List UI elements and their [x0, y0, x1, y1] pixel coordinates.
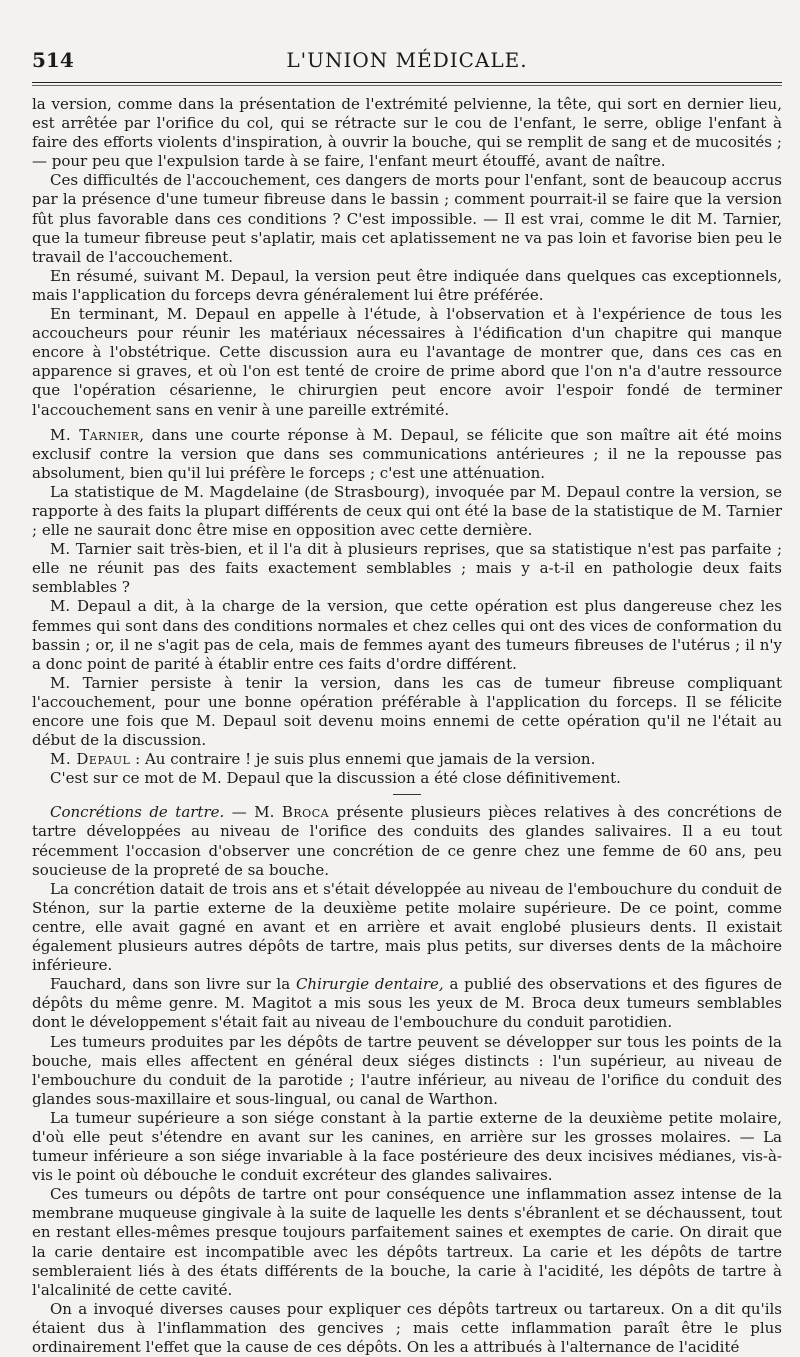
book-title: Chirurgie dentaire,	[295, 975, 444, 994]
section-title: Concrétions de tartre.	[50, 803, 225, 822]
paragraph: M. Depaul a dit, à la charge de la version, que cette opération est plus dangereuse chez les femmes qui sont dans des conditions normales et chez celles qui ont des vices de conformation du bassin ; or, il ne s'agit pas de cela, mais de femmes ayant des tumeurs fibreuses de l'utérus ; il n'y a donc point de parité à établir entre ces faits d'ordre différent.	[32, 597, 782, 673]
paragraph: La concrétion datait de trois ans et s'était développée au niveau de l'embouchure du conduit de Sténon, sur la partie externe de la deuxième petite molaire supérieure. De ce point, comme centre, elle avait gagné en avant et en arrière et avait englobé plusieurs dents. Il existait également plusieurs autres dépôts de tartre, mais plus petits, sur diverses dents de la mâchoire inférieure.	[32, 879, 782, 975]
section-divider	[393, 794, 421, 795]
paragraph: La statistique de M. Magdelaine (de Strasbourg), invoquée par M. Depaul contre la version, se rapporte à des faits la plupart différents de ceux qui ont été la base de la statistique de M. Tarnier ; elle ne saurait donc être mise en opposition avec cette dernière.	[32, 482, 782, 540]
speaker-name: M. Depaul	[50, 750, 131, 769]
running-title: L'UNION MÉDICALE.	[286, 48, 528, 72]
paragraph: En terminant, M. Depaul en appelle à l'étude, à l'observation et à l'expérience de tous les accoucheurs pour réunir les matériaux nécessaires à l'édification d'un chapitre qui manque encore à l'obstétrique. Cette discussion aura eu l'avantage de montrer que, dans ces cas en apparence si graves, et où l'on est tenté de croire de prime abord que l'on n'a d'autre ressource que l'opération césarienne, le chirurgien peut encore avoir l'espoir fondé de terminer l'accouchement sans en venir à une pareille extrémité.	[32, 305, 782, 419]
paragraph: On a invoqué diverses causes pour expliquer ces dépôts tartreux ou tartareux. On a dit qu'ils étaient dus à l'inflammation des gencives ; mais cette inflammation paraît être le plus ordinairement l'effet que la cause de ces dépôts. On les a attribués à l'alternance de l'acidité	[32, 1299, 782, 1356]
paragraph	[32, 975, 782, 1032]
paragraph-text: : Au contraire ! je suis plus ennemi que jamais de la version.	[130, 750, 596, 769]
speaker-name: Broca	[281, 803, 330, 822]
speaker-name: M. Tarnier	[50, 425, 140, 444]
header-rule	[32, 85, 782, 86]
body-text	[32, 91, 782, 1357]
paragraph: Ces tumeurs ou dépôts de tartre ont pour conséquence une inflammation assez intense de la membrane muqueuse gingivale à la suite de laquelle les dents s'ébranlent et se déchaussent, tout en restant elles-mêmes presque toujours parfaitement saines et exemptes de carie. On dirait que la carie dentaire est incompatible avec les dépôts tartreux. La carie et les dépôts de tartre sembleraient liés à des états différents de la bouche, la carie à l'acidité, les dépôts de tartre à l'alcalinité de cette cavité.	[32, 1185, 782, 1299]
paragraph	[32, 426, 782, 483]
paragraph-text: a publié des observations et des figures de dépôts du même genre. M. Magitot a mis sous les yeux de M. Broca deux tumeurs semblables dont le développement s'était fait au niveau de l'embouchure du conduit parotidien.	[32, 975, 782, 1032]
paragraph: M. Tarnier persiste à tenir la version, dans les cas de tumeur fibreuse compliquant l'accouchement, pour une bonne opération préférable à l'application du forceps. Il se félicite encore une fois que M. Depaul soit devenu moins ennemi de cette opération qu'il ne l'était au début de la discussion.	[32, 673, 782, 750]
paragraph: Les tumeurs produites par les dépôts de tartre peuvent se développer sur tous les points de la bouche, mais elles affectent en général deux siéges distincts : l'un supérieur, au niveau de l'embouchure du conduit de la parotide ; l'autre inférieur, au niveau de l'orifice du conduit des glandes sous-maxillaire et sous-lingual, ou canal de Warthon.	[32, 1032, 782, 1108]
paragraph	[32, 750, 782, 769]
paragraph: Ces difficultés de l'accouchement, ces dangers de morts pour l'enfant, sont de beaucoup accrus par la présence d'une tumeur fibreuse dans le bassin ; comment pourrait-il se faire que la version fût plus favorable dans ces conditions ? C'est impossible. — Il est vrai, comme le dit M. Tarnier, que la tumeur fibreuse peut s'aplatir, mais cet aplatissement ne va pas loin et favorise bien peu le travail de l'accouchement.	[32, 171, 782, 266]
page-number: 514	[32, 48, 74, 72]
paragraph-text: — M.	[224, 803, 282, 822]
paragraph: M. Tarnier sait très-bien, et il l'a dit à plusieurs reprises, que sa statistique n'est pas parfaite ; elle ne réunit pas des faits exactement semblables ; mais y a-t-il en pathologie deux faits semblables ?	[32, 540, 782, 597]
paragraph: la version, comme dans la présentation de l'extrémité pelvienne, la tête, qui sort en dernier lieu, est arrêtée par l'orifice du col, qui se rétracte sur le cou de l'enfant, le serre, oblige l'enfant à faire des efforts violents d'inspiration, à ouvrir la bouche, qui se remplit de sang et de mucosités ; — pour peu que l'expulsion tarde à se faire, l'enfant meurt étouffé, avant de naître.	[32, 95, 782, 171]
paragraph-text: Fauchard, dans son livre sur la	[50, 975, 296, 994]
paragraph-text: , dans une courte réponse à M. Depaul, se félicite que son maître ait été moins exclusif contre la version que dans ses communications antérieures ; il ne la repousse pas absolument, bien qu'il lui préfère le forceps ; c'est une atténuation.	[32, 425, 782, 482]
paragraph: C'est sur ce mot de M. Depaul que la discussion a été close définitivement.	[50, 769, 621, 788]
paragraph-text: présente plusieurs pièces relatives à des concrétions de tartre développées au niveau de l'orifice des conduits des glandes salivaires. Il a eu tout récemment l'occasion d'observer une concrétion de ce genre chez une femme de 60 ans, peu soucieuse de la propreté de sa bouche.	[32, 803, 782, 879]
page-header	[32, 48, 782, 83]
paragraph: En résumé, suivant M. Depaul, la version peut être indiquée dans quelques cas exceptionnels, mais l'application du forceps devra généralement lui être préférée.	[32, 266, 782, 304]
paragraph: La tumeur supérieure a son siége constant à la partie externe de la deuxième petite molaire, d'où elle peut s'étendre en avant sur les canines, en arrière sur les grosses molaires. — La tumeur inférieure a son siége invariable à la face postérieure des deux incisives médianes, vis-à-vis le point où débouche le conduit excréteur des glandes salivaires.	[32, 1108, 782, 1185]
paragraph	[32, 803, 782, 879]
